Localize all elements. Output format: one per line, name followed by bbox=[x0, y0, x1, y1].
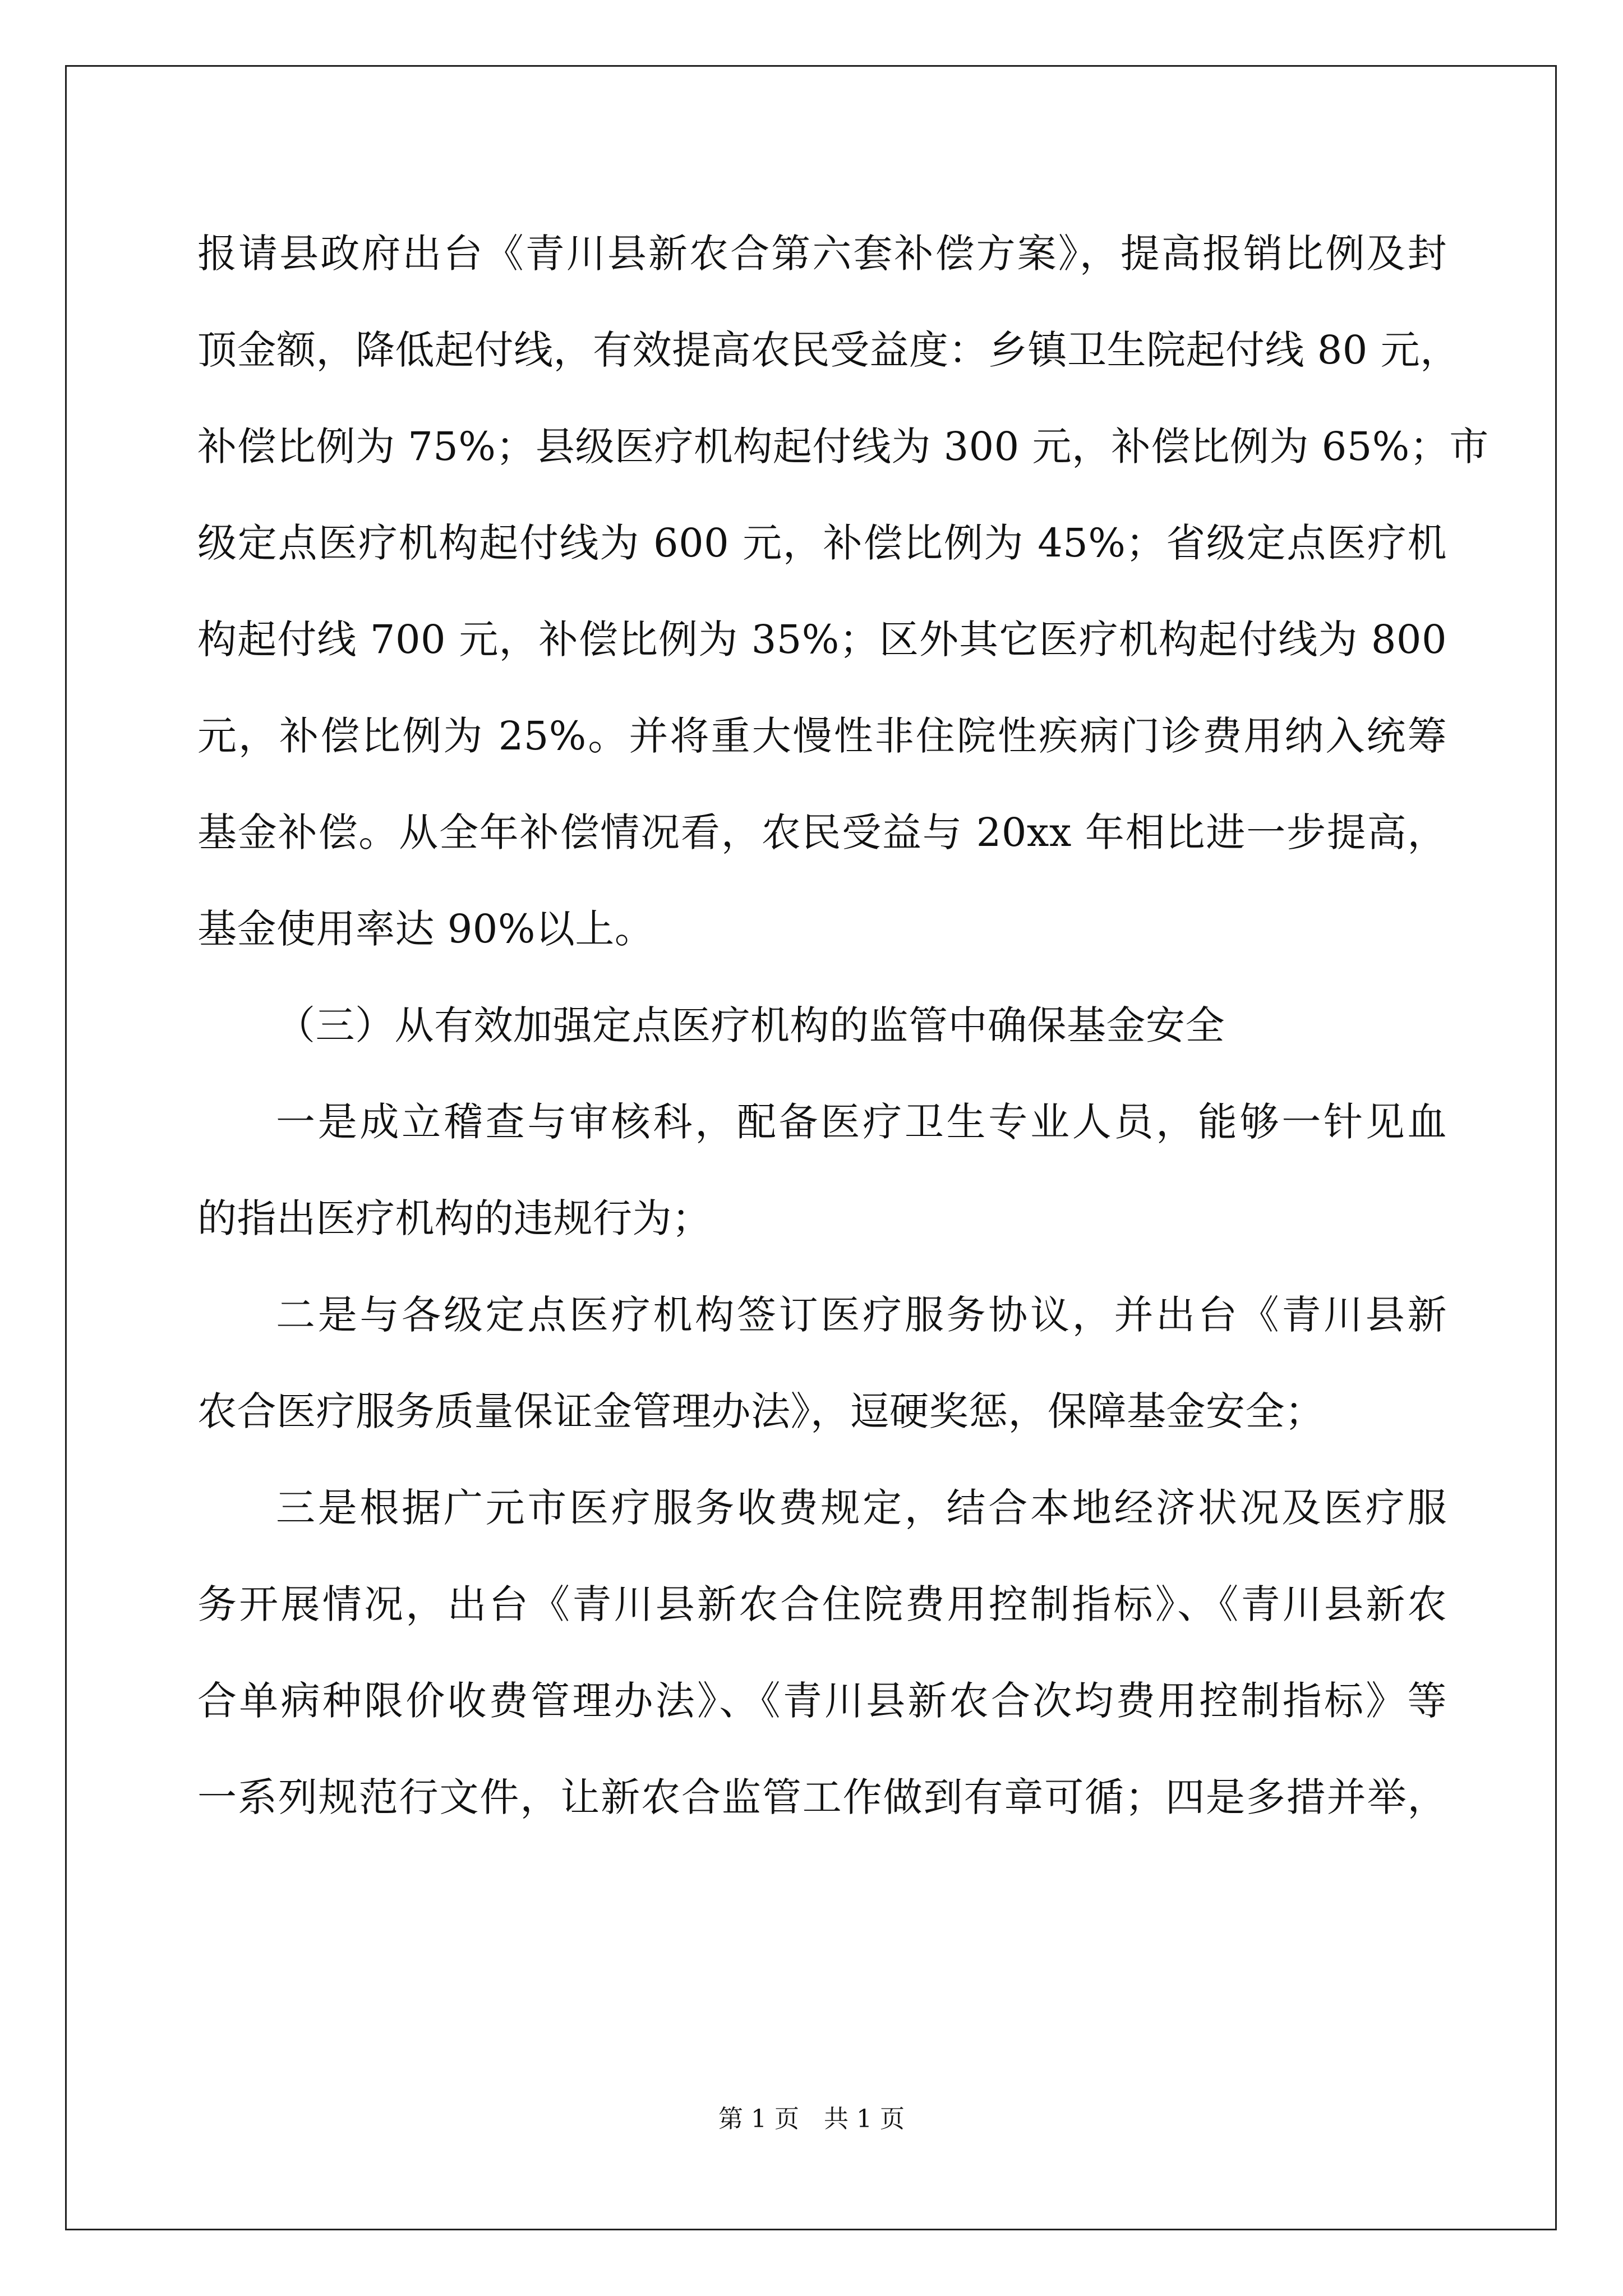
text-line: 顶金额，降低起付线，有效提高农民受益度：乡镇卫生院起付线 80 元， bbox=[197, 327, 1460, 373]
text-line: 基金补偿。从全年补偿情况看，农民受益与 20xx 年相比进一步提高， bbox=[197, 809, 1447, 855]
text-line: 的指出医疗机构的违规行为； bbox=[197, 1195, 712, 1241]
text-line: 一是成立稽查与审核科，配备医疗卫生专业人员，能够一针见血 bbox=[276, 1099, 1447, 1145]
text-line: 报请县政府出台《青川县新农合第六套补偿方案》，提高报销比例及封 bbox=[197, 231, 1447, 277]
text-line: 务开展情况，出台《青川县新农合住院费用控制指标》、《青川县新农 bbox=[197, 1581, 1447, 1627]
text-line: 级定点医疗机构起付线为 600 元，补偿比例为 45%；省级定点医疗机 bbox=[197, 520, 1447, 566]
text-line: 三是根据广元市医疗服务收费规定，结合本地经济状况及医疗服 bbox=[276, 1485, 1447, 1531]
text-line: 二是与各级定点医疗机构签订医疗服务协议，并出台《青川县新 bbox=[276, 1292, 1447, 1338]
text-line: 基金使用率达 90%以上。 bbox=[197, 906, 654, 952]
text-line: 构起付线 700 元，补偿比例为 35%；区外其它医疗机构起付线为 800 bbox=[197, 616, 1447, 662]
section-heading: （三）从有效加强定点医疗机构的监管中确保基金安全 bbox=[276, 1002, 1225, 1048]
text-line: 一系列规范行文件，让新农合监管工作做到有章可循；四是多措并举， bbox=[197, 1774, 1447, 1820]
text-line: 补偿比例为 75%；县级医疗机构起付线为 300 元，补偿比例为 65%；市 bbox=[197, 424, 1489, 470]
text-line: 合单病种限价收费管理办法》、《青川县新农合次均费用控制指标》等 bbox=[197, 1678, 1447, 1724]
page-footer: 第 1 页 共 1 页 bbox=[718, 2105, 905, 2133]
text-line: 元，补偿比例为 25%。并将重大慢性非住院性疾病门诊费用纳入统筹 bbox=[197, 713, 1447, 759]
text-line: 农合医疗服务质量保证金管理办法》，逗硬奖惩，保障基金安全； bbox=[197, 1388, 1325, 1434]
